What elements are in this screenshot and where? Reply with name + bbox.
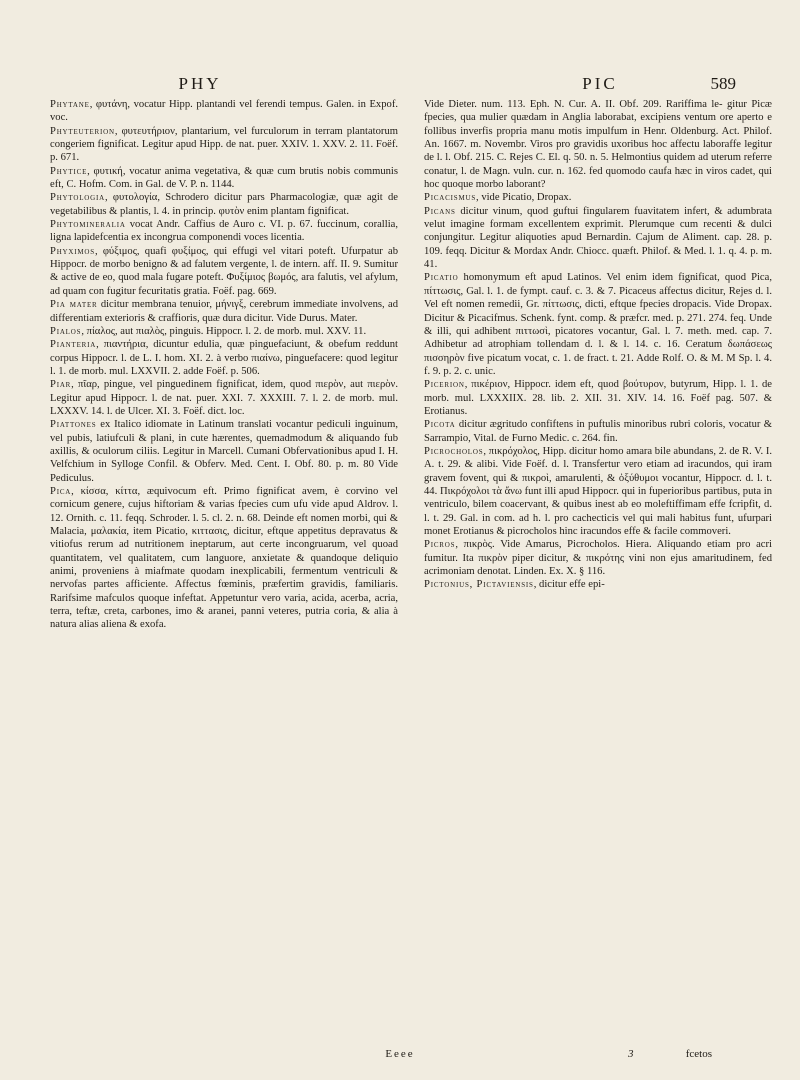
dictionary-entry (50, 245, 398, 298)
entry-text: Vide Dieter. num. 113. Eph. N. Cur. A. II. Obf. 209. Rariffima le- gitur Picæ fpecies, qua mulier quædam in Anglia laborabat, excipiens ventum ore aperto e follibus inverfis propria manu motis impulfum in Henr. Oldenburg. Act. Philof. An. 1667. m. Novembr. Viros pro gravidis uxoribus hoc affectu laboraffe legitur de l. l. Obf. 215. C. Rejes C. El. q. 50. n. 5. Helmontius quidem ad uterum referre conatur, l. de Magn. vuln. cur. n. 162. fed quomodo caufa hæc in viros cadet, qui hoc quoque morbo laborant? (424, 99, 772, 191)
entry-headword: Piattones (50, 419, 97, 431)
dictionary-entry (424, 578, 772, 591)
entry-headword: Picros (424, 539, 456, 551)
dictionary-entry (424, 98, 772, 191)
dictionary-entry (50, 125, 398, 165)
dictionary-entry (424, 418, 772, 445)
entry-headword: Picans (424, 205, 456, 217)
entry-text: , dicitur effe epi- (533, 579, 605, 591)
entry-headword: Phytice (50, 165, 88, 177)
entry-headword: Pianteria (50, 339, 97, 351)
entry-text: , φυτευτήριον, plantarium, vel furculorum in terram plantatorum congeriem fignificat. Legitur apud Hipp. de nat. puer. XXIV. 1. XXV. 2. 11. Foëf. p. 671. (50, 125, 398, 164)
entry-text: dicitur vinum, quod guftui fingularem fuavitatem infert, & adumbrata velut imagine formam excellentem exprimit. Plerumque cum recenti & dulci conjungitur. Legitur aliquoties apud Bernardin. Cajum de Aliment. cap. 28. p. 109. feqq. Dicitur & Mordax Andr. Chiocc. quæft. Philof. & Med. l. 1. q. 4. p. m. 41. (424, 205, 772, 271)
running-head-left: PHY (178, 74, 222, 93)
entry-headword: Phytane (50, 99, 90, 110)
entry-headword: Pictonius, Pictaviensis (424, 579, 534, 591)
entry-headword: Piar (50, 379, 72, 391)
entry-text: , πιαντήρια, dicuntur edulia, quæ pinguefaciunt, & obefum reddunt corpus Hippocr. l. de L. I. hom. XI. 2. à verbo πιαίνω, pinguefacere: quod legitur l. 1. de morb. mul. LXXVII. 2. adde Foëf. p. 506. (50, 339, 398, 377)
running-head-right: PIC (582, 74, 618, 93)
entry-headword: Picatio (424, 272, 459, 284)
dictionary-entry (50, 418, 398, 485)
dictionary-entry (50, 378, 398, 418)
entry-text: , φυτολογία, Schrodero dicitur pars Pharmacologiæ, quæ agit de vegetabilibus & plantis, l. 4. in princip. φυτὸν enim plantam fignificat. (50, 192, 398, 217)
entry-headword: Pica (50, 485, 72, 497)
left-column (50, 98, 398, 632)
entry-text: , πίαλος, aut πιαλὸς, pinguis. Hippocr. l. 2. de morb. mul. XXV. 11. (81, 325, 367, 337)
dictionary-entry (424, 191, 772, 204)
dictionary-entry (424, 271, 772, 378)
entry-headword: Picacismus (424, 192, 477, 204)
dictionary-entry (50, 338, 398, 378)
entry-headword: Phytologia (50, 192, 105, 204)
dictionary-entry (424, 378, 772, 418)
entry-text: , πικρὸς. Vide Amarus, Picrocholos. Hiera. Aliquando etiam pro acri fumitur. Ita πικρὸν piper dicitur, & πικρότης vini non ejus amaritudinem, fed acrimoniam denotat. Linden. Ex. X. § 116. (424, 539, 772, 578)
entry-headword: Picrocholos (424, 445, 484, 457)
dictionary-entry (50, 98, 398, 125)
entry-text: dicitur membrana tenuior, μήνιγξ, cerebrum immediate involvens, ad differentiam exterioris & craffioris, quæ dura dicitur. Vide Durus. Mater. (50, 299, 398, 324)
entry-headword: Picota (424, 419, 456, 431)
entry-headword: Picerion (424, 379, 465, 391)
dictionary-entry (424, 205, 772, 272)
signature-mark: Eeee (385, 1048, 415, 1060)
page-number: 589 (710, 74, 736, 93)
entry-text: vocat Andr. Caffius de Auro c. VI. p. 67. fuccinum, corallia, ligna lapidefcentia ex incongrua componendi voces licentia. (50, 219, 398, 244)
entry-text: , φυτική, vocatur anima vegetativa, & quæ cum brutis nobis communis eft, C. Hofm. Com. in Gal. de V. P. n. 1144. (50, 165, 398, 191)
entry-headword: Pia mater (50, 299, 98, 311)
catchword: fcetos (685, 1048, 712, 1060)
entry-text: , πικέριον, Hippocr. idem eft, quod βούτυρον, butyrum, Hipp. l. 1. de morb. mul. LXXXIIX. 28. lib. 2. XII. 31. XIV. 14. 16. Foëf pag. 507. & Erotianus. (424, 379, 772, 417)
entry-headword: Phyximos (50, 245, 95, 257)
entry-text: , πῖαρ, pingue, vel pinguedinem fignificat, idem, quod πιερὸν, aut πιερὸν. Legitur apud Hippocr. l. de nat. puer. XXI. 7. XXXIII. 7. l. 2. de morb. mul. LXXXV. 14. l. de Ulcer. XI. 3. Foëf. dict. loc. (50, 379, 398, 417)
entry-text: homonymum eft apud Latinos. Vel enim idem fignificat, quod Pica, πίττωσις, Gal. l. 1. de fympt. cauf. c. 3. & 7. Picaceus affectus dicitur, Rejes d. l. Vel eft nomen remedii, Gr. πίττωσις, dicti, eftque fpecies dropacis. Vide Dropax. Dicitur & Picacifmus. Schenk. fynt. comp. & præfcr. med. p. 271. 274. feq. Unde & illi, qui adhibent πιττωσὶ, picatores vocantur, Gal. l. 7. meth. med. cap. 7. Adhibetur ad atrophiam tollendam d. l. & l. 14. c. 16. Ceratum δωπάσεως πισσηρὸν five picatum vocat, c. 1. de fract. t. 21. Adde Rolf. O. & M. M Sp. l. 4. f. 9. p. 2. c. unic. (424, 272, 772, 377)
dictionary-entry (424, 445, 772, 538)
dictionary-entry (50, 191, 398, 218)
entry-text: , φύξιμος, quafi φυξίμος, qui effugi vel vitari poteft. Ufurpatur ab Hippocr. de morbo benigno & ad falutem vergente, l. de intern. aff. II. 9. Sumitur & active de eo, quod mala fugare poteft. Φυξίμιος βωμός, ara falutis, vel afylum, ad quam con fugitur fecuritatis gratia. Foëf. pag. 669. (50, 245, 398, 297)
dictionary-entry (50, 325, 398, 338)
dictionary-entry (50, 218, 398, 245)
entry-text: ex Italico idiomate in Latinum translati vocantur pediculi inguinum, vel pubis, latiufculi & plani, in cute hærentes, quemadmodum & aliquando fub axillis, & oculorum ciliis. Legitur in Marcell. Cumani Obfervationibus apud I. H. Velfchium in Sylloge Confil. & Obferv. Med. Cent. I. Obf. 80. p. m. 80 Vide Pediculus. (50, 419, 398, 484)
entry-text: dicitur ægritudo confiftens in puftulis minoribus rubri coloris, vocatur & Sarrampio, Vital. de Furno Medic. c. 264. fin. (424, 419, 772, 444)
entry-text: , πικρόχολος, Hipp. dicitur homo amara bile abundans, 2. de R. V. I. A. t. 29. & alibi. Vide Foëf. d. l. Transfertur vero etiam ad iracundos, qui iram gravem fovent, qui & πικροὶ, amarulenti, & ὀξύθυμοι vocantur, Hippocr. d. l. t. 44. Πικρόχολοι τὰ ἄνω funt illi apud Hippocr. qui in fuperioribus partibus, puta in ventriculo, bilem coacervant, & quibus inest ab eo moleftiffimam effe fcripfit, d. l. t. 29. Gal. in com. ad h. l. pro cachecticis vel qui mali habitus funt, ufurpari monet Erotianus & picrocholos hinc iracundos effe & facile commoveri. (424, 445, 772, 537)
dictionary-entry (424, 538, 772, 578)
dictionary-entry (50, 298, 398, 325)
right-column (424, 98, 772, 592)
dictionary-entry (50, 485, 398, 632)
dictionary-entry (50, 165, 398, 192)
entry-headword: Pialos (50, 325, 82, 337)
entry-headword: Phytomineralia (50, 219, 126, 231)
entry-headword: Phyteuterion (50, 125, 115, 137)
entry-text: , φυτάνη, vocatur Hipp. plantandi vel ferendi tempus. Galen. in Expof. voc. (50, 99, 398, 124)
entry-text: , κίσσα, κίττα, æquivocum eft. Primo fignificat avem, è corvino vel cornicum genere, cujus hiftoriam & varias fpecies cum ufu vide apud Aldrov. l. 12. Ornith. c. 11. feqq. Schroder. l. 5. cl. 2. n. 68. Deinde eft nomen morbi, qui & Malacia, μαλακία, item Picatio, κιττασις, dicitur, eftque appetitus depravatus & vitiofus rerum ad nutritionem ineptarum, aut certe incongruarum, vel quoad quantitatem, vel qualitatem, cum languore, anxietate & quandoque deliquio animi, proveniens à miafmate quodam inexplicabili, fermentum ventriculi & nervofas partes afficiente. Affectus fœminis, præfertim gravidis, familiaris. Rarifsime mafculos quoque infeftat. Appetuntur vero varia, acida, acerba, acria, terra, teftæ, creta, carbones, imo & aranei, panni veteres, putria coria, & alia à natura alias aliena & exofa. (50, 485, 398, 631)
entry-text: , vide Picatio, Dropax. (476, 192, 572, 204)
signature-number: 3 (628, 1048, 634, 1060)
